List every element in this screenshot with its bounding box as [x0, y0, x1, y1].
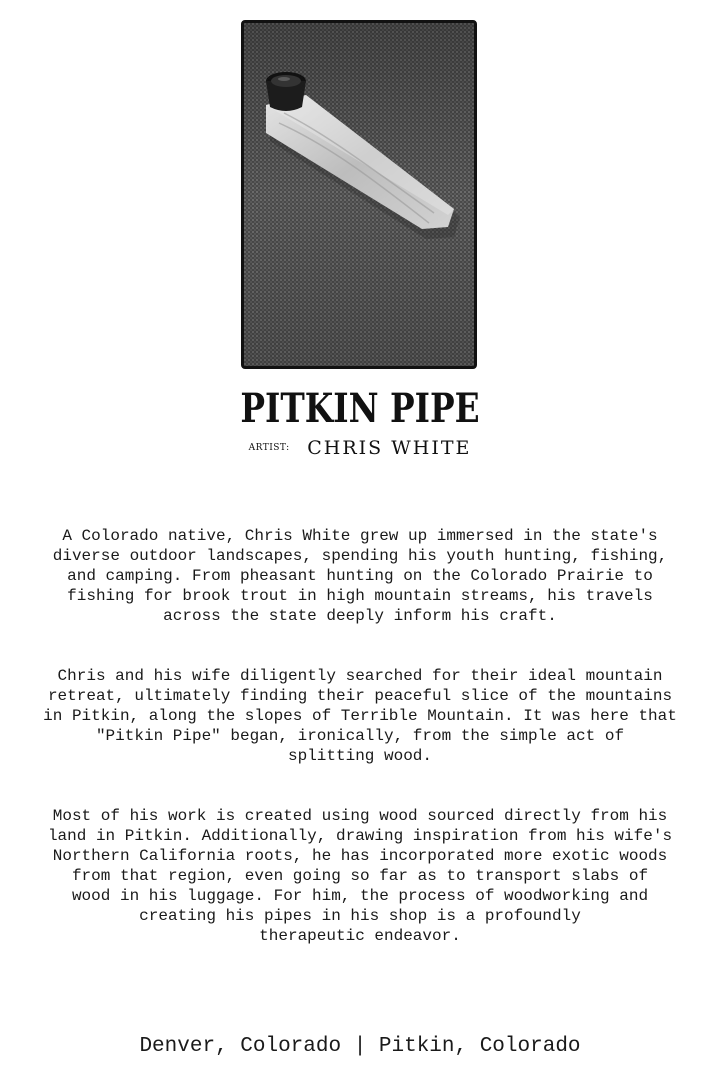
footer-locations: Denver, Colorado | Pitkin, Colorado: [139, 1035, 581, 1058]
bio-paragraph: A Colorado native, Chris White grew up immersed in the state's diverse outdoor landscapes, spending his youth hunting, fishing, and camping. From pheasant hunting on the Colorado Prairie to fishing for brook trout in high mountain streams, his travels across the state deeply inform his craft.: [52, 527, 668, 625]
pipe-photo-icon: [244, 23, 474, 366]
artist-name: CHRIS WHITE: [307, 437, 472, 459]
artist-bio: [12, 506, 708, 986]
artist-credit: [0, 435, 720, 461]
artist-label: ARTIST:: [248, 443, 290, 453]
product-title: PITKIN PIPE: [240, 385, 480, 432]
product-photo: [241, 20, 477, 369]
bio-paragraph: Chris and his wife diligently searched for their ideal mountain retreat, ultimately finding their peaceful slice of the mountains in Pitkin, along the slopes of Terrible Mountain. It was here that "Pitkin Pipe" began, ironically, from the simple act of splitting wood.: [43, 667, 677, 765]
bio-paragraph: Most of his work is created using wood sourced directly from his land in Pitkin. Additionally, drawing inspiration from his wife's Northern California roots, he has incorporated more exotic woods from that region, even going so far as to transport slabs of wood in his luggage. For him, the process of woodworking and creating his pipes in his shop is a profoundly therapeutic endeavor.: [47, 807, 673, 945]
